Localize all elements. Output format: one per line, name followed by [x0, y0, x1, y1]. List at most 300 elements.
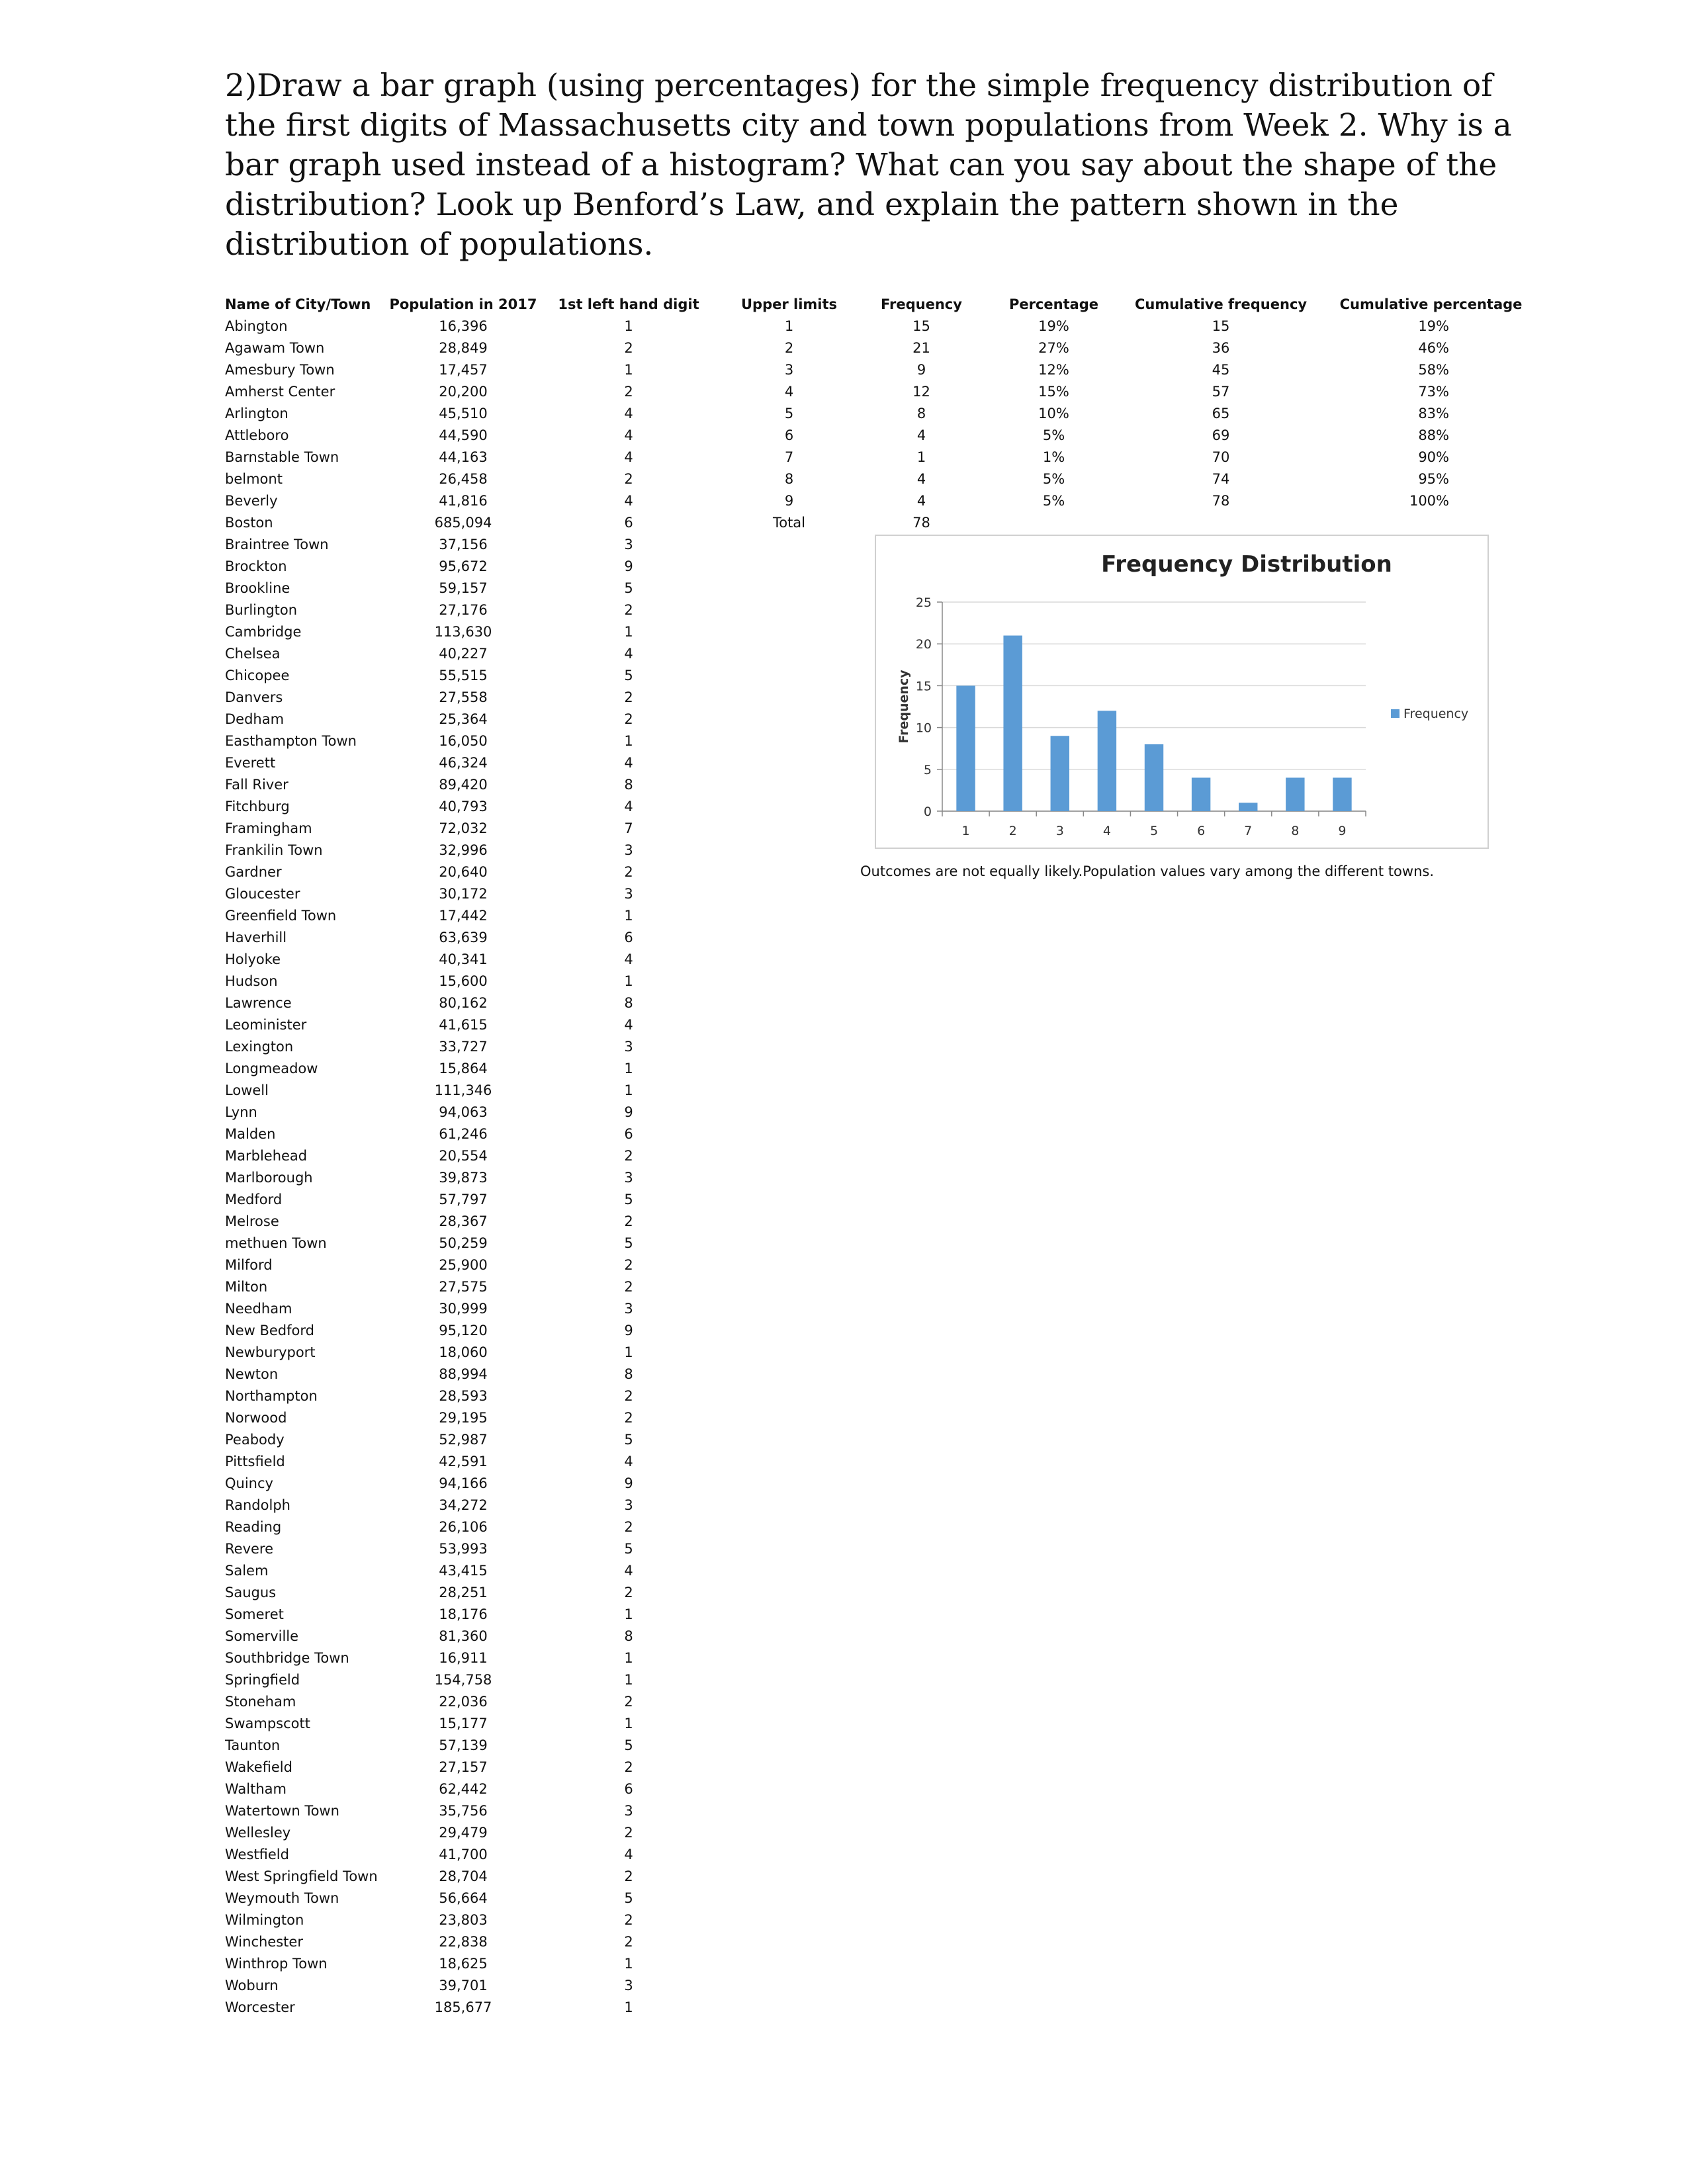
y-tick-label: 25	[915, 595, 932, 610]
upper-limit-cell: 7	[784, 449, 794, 465]
population-cell: 72,032	[439, 820, 488, 836]
bar	[1192, 777, 1210, 811]
first-digit-cell: 4	[624, 427, 633, 443]
town-name-cell: Gardner	[225, 864, 282, 880]
town-name-cell: Frankilin Town	[225, 842, 323, 858]
town-name-cell: Burlington	[225, 602, 298, 618]
population-cell: 39,701	[439, 1978, 488, 1993]
bar	[1333, 777, 1351, 811]
cum-percentage-cell: 58%	[1418, 362, 1449, 378]
bar	[956, 685, 975, 811]
population-cell: 16,396	[439, 318, 488, 334]
frequency-cell: 12	[912, 384, 930, 400]
first-digit-cell: 2	[624, 1148, 633, 1164]
bar	[1051, 736, 1069, 811]
population-cell: 28,251	[439, 1585, 488, 1600]
first-digit-cell: 2	[624, 1759, 633, 1775]
town-name-cell: Amherst Center	[225, 384, 335, 400]
town-name-cell: Attleboro	[225, 427, 289, 443]
population-cell: 27,575	[439, 1279, 488, 1295]
cum-frequency-cell: 74	[1212, 471, 1230, 487]
town-name-cell: Fitchburg	[225, 799, 290, 814]
cum-percentage-cell: 46%	[1418, 340, 1449, 356]
first-digit-cell: 4	[624, 799, 633, 814]
first-digit-cell: 4	[624, 449, 633, 465]
chart-note: Outcomes are not equally likely.Population values vary among the different towns.	[860, 863, 1434, 879]
population-cell: 20,640	[439, 864, 488, 880]
town-name-cell: methuen Town	[225, 1235, 327, 1251]
population-cell: 44,163	[439, 449, 488, 465]
frequency-cell: 21	[912, 340, 930, 356]
population-cell: 62,442	[439, 1781, 488, 1797]
cum-frequency-cell: 65	[1212, 406, 1230, 421]
cum-percentage-cell: 100%	[1409, 493, 1449, 509]
column-cumulative-percentage	[1333, 294, 1529, 512]
cum-frequency-cell: 57	[1212, 384, 1230, 400]
column-percentage	[1006, 294, 1102, 512]
town-name-cell: Gloucester	[225, 886, 300, 902]
population-cell: 28,367	[439, 1213, 488, 1229]
population-cell: 56,664	[439, 1890, 488, 1906]
percentage-cell: 15%	[1038, 384, 1069, 400]
column-first-digit	[556, 294, 701, 2019]
population-cell: 94,063	[439, 1104, 488, 1120]
first-digit-cell: 5	[624, 668, 633, 683]
town-name-cell: Waltham	[225, 1781, 287, 1797]
population-cell: 57,139	[439, 1737, 488, 1753]
y-tick-label: 10	[915, 721, 932, 736]
population-cell: 40,227	[439, 646, 488, 662]
population-cell: 20,554	[439, 1148, 488, 1164]
town-name-cell: Chelsea	[225, 646, 281, 662]
first-digit-cell: 2	[624, 340, 633, 356]
column-city-town	[225, 294, 404, 2019]
first-digit-cell: 9	[624, 1323, 633, 1338]
population-cell: 39,873	[439, 1170, 488, 1186]
town-name-cell: Norwood	[225, 1410, 287, 1426]
first-digit-cell: 4	[624, 1454, 633, 1469]
population-cell: 50,259	[439, 1235, 488, 1251]
population-cell: 41,700	[439, 1847, 488, 1862]
population-cell: 42,591	[439, 1454, 488, 1469]
first-digit-cell: 1	[624, 1344, 633, 1360]
population-cell: 26,458	[439, 471, 488, 487]
frequency-cell: 4	[916, 471, 926, 487]
first-digit-cell: 3	[624, 537, 633, 552]
percentage-cell: 12%	[1038, 362, 1069, 378]
header-frequency: Frequency	[881, 296, 962, 312]
population-cell: 52,987	[439, 1432, 488, 1448]
first-digit-cell: 3	[624, 1803, 633, 1819]
town-name-cell: Salem	[225, 1563, 269, 1579]
town-name-cell: Southbridge Town	[225, 1650, 349, 1666]
percentage-cell: 27%	[1038, 340, 1069, 356]
town-name-cell: Milford	[225, 1257, 273, 1273]
column-frequency	[873, 294, 969, 534]
first-digit-cell: 3	[624, 1170, 633, 1186]
town-name-cell: Abington	[225, 318, 288, 334]
upper-limit-cell: 9	[784, 493, 794, 509]
town-name-cell: Boston	[225, 515, 273, 531]
town-name-cell: Milton	[225, 1279, 268, 1295]
population-cell: 111,346	[434, 1082, 492, 1098]
town-name-cell: Amesbury Town	[225, 362, 335, 378]
town-name-cell: Northampton	[225, 1388, 318, 1404]
town-name-cell: Hudson	[225, 973, 278, 989]
town-name-cell: New Bedford	[225, 1323, 314, 1338]
first-digit-cell: 1	[624, 624, 633, 640]
population-cell: 27,558	[439, 689, 488, 705]
first-digit-cell: 3	[624, 1978, 633, 1993]
bar	[1239, 803, 1257, 811]
first-digit-cell: 2	[624, 711, 633, 727]
population-cell: 20,200	[439, 384, 488, 400]
header-name: Name of City/Town	[225, 296, 371, 312]
first-digit-cell: 8	[624, 995, 633, 1011]
population-cell: 113,630	[434, 624, 492, 640]
question-prompt: 2)Draw a bar graph (using percentages) for the simple frequency distribution of the first digits of Massachusetts city and town populations from Week 2. Why is a bar graph used instead of a histogram? What can you say about the shape of the distribution? Look up Benford’s Law, and explain the pattern shown in the distribution of populations.	[225, 67, 1512, 263]
header-upper: Upper limits	[741, 296, 838, 312]
population-cell: 22,838	[439, 1934, 488, 1950]
population-cell: 30,999	[439, 1301, 488, 1317]
town-name-cell: Fall River	[225, 777, 289, 793]
cum-percentage-cell: 73%	[1418, 384, 1449, 400]
x-tick-label: 5	[1149, 824, 1159, 838]
first-digit-cell: 1	[624, 362, 633, 378]
cum-frequency-cell: 36	[1212, 340, 1230, 356]
town-name-cell: Marblehead	[225, 1148, 308, 1164]
first-digit-cell: 1	[624, 1082, 633, 1098]
column-upper-limits	[741, 294, 837, 534]
x-tick-label: 2	[1008, 824, 1017, 838]
first-digit-cell: 2	[624, 864, 633, 880]
chart-svg	[876, 536, 1488, 848]
population-cell: 28,704	[439, 1868, 488, 1884]
population-cell: 35,756	[439, 1803, 488, 1819]
first-digit-cell: 2	[624, 1825, 633, 1841]
first-digit-cell: 6	[624, 1781, 633, 1797]
percentage-cell: 1%	[1042, 449, 1065, 465]
percentage-cell: 5%	[1042, 427, 1065, 443]
town-name-cell: Brockton	[225, 558, 287, 574]
population-cell: 46,324	[439, 755, 488, 771]
frequency-cell: 4	[916, 427, 926, 443]
population-cell: 15,177	[439, 1716, 488, 1731]
first-digit-cell: 2	[624, 1585, 633, 1600]
town-name-cell: Malden	[225, 1126, 276, 1142]
town-name-cell: belmont	[225, 471, 283, 487]
population-cell: 27,176	[439, 602, 488, 618]
town-name-cell: Stoneham	[225, 1694, 296, 1710]
first-digit-cell: 8	[624, 1366, 633, 1382]
town-name-cell: Holyoke	[225, 951, 281, 967]
first-digit-cell: 2	[624, 689, 633, 705]
first-digit-cell: 4	[624, 755, 633, 771]
first-digit-cell: 7	[624, 820, 633, 836]
town-name-cell: Everett	[225, 755, 276, 771]
population-cell: 41,816	[439, 493, 488, 509]
population-cell: 40,793	[439, 799, 488, 814]
cum-frequency-cell: 45	[1212, 362, 1230, 378]
first-digit-cell: 5	[624, 1890, 633, 1906]
cum-frequency-cell: 70	[1212, 449, 1230, 465]
cum-percentage-cell: 19%	[1418, 318, 1449, 334]
first-digit-cell: 2	[624, 1279, 633, 1295]
population-cell: 34,272	[439, 1497, 488, 1513]
town-name-cell: Danvers	[225, 689, 283, 705]
population-cell: 89,420	[439, 777, 488, 793]
population-cell: 53,993	[439, 1541, 488, 1557]
bar	[1098, 711, 1116, 811]
bar	[1003, 636, 1022, 811]
first-digit-cell: 1	[624, 1650, 633, 1666]
town-name-cell: Pittsfield	[225, 1454, 285, 1469]
town-name-cell: Swampscott	[225, 1716, 310, 1731]
first-digit-cell: 4	[624, 406, 633, 421]
population-cell: 16,050	[439, 733, 488, 749]
population-cell: 95,672	[439, 558, 488, 574]
upper-limit-cell: 8	[784, 471, 794, 487]
town-name-cell: Worcester	[225, 1999, 295, 2015]
first-digit-cell: 1	[624, 1716, 633, 1731]
population-cell: 15,864	[439, 1061, 488, 1076]
population-cell: 18,176	[439, 1606, 488, 1622]
town-name-cell: Easthampton Town	[225, 733, 357, 749]
town-name-cell: Lowell	[225, 1082, 269, 1098]
first-digit-cell: 3	[624, 1301, 633, 1317]
first-digit-cell: 9	[624, 558, 633, 574]
town-name-cell: West Springfield Town	[225, 1868, 378, 1884]
town-name-cell: Marlborough	[225, 1170, 313, 1186]
header-population: Population in 2017	[389, 296, 537, 312]
first-digit-cell: 5	[624, 1737, 633, 1753]
town-name-cell: Leominister	[225, 1017, 307, 1033]
bar	[1286, 777, 1304, 811]
upper-limit-cell: 1	[784, 318, 794, 334]
population-cell: 25,364	[439, 711, 488, 727]
town-name-cell: Quincy	[225, 1475, 273, 1491]
first-digit-cell: 4	[624, 646, 633, 662]
upper-limit-cell: 6	[784, 427, 794, 443]
population-cell: 28,593	[439, 1388, 488, 1404]
x-tick-label: 4	[1102, 824, 1111, 838]
frequency-cell: 1	[916, 449, 926, 465]
x-tick-label: 6	[1197, 824, 1206, 838]
population-cell: 185,677	[434, 1999, 492, 2015]
header-digit: 1st left hand digit	[558, 296, 699, 312]
population-cell: 15,600	[439, 973, 488, 989]
population-cell: 40,341	[439, 951, 488, 967]
percentage-cell: 10%	[1038, 406, 1069, 421]
town-name-cell: Lawrence	[225, 995, 292, 1011]
first-digit-cell: 1	[624, 1672, 633, 1688]
town-name-cell: Saugus	[225, 1585, 277, 1600]
first-digit-cell: 1	[624, 1956, 633, 1972]
cum-frequency-cell: 78	[1212, 493, 1230, 509]
first-digit-cell: 1	[624, 908, 633, 924]
town-name-cell: Taunton	[225, 1737, 281, 1753]
first-digit-cell: 1	[624, 1061, 633, 1076]
y-tick-label: 20	[915, 637, 932, 652]
town-name-cell: Winchester	[225, 1934, 303, 1950]
frequency-chart	[875, 535, 1489, 849]
first-digit-cell: 1	[624, 733, 633, 749]
population-cell: 33,727	[439, 1039, 488, 1055]
population-cell: 18,625	[439, 1956, 488, 1972]
first-digit-cell: 3	[624, 842, 633, 858]
first-digit-cell: 2	[624, 1694, 633, 1710]
town-name-cell: Lexington	[225, 1039, 294, 1055]
y-tick-label: 5	[923, 762, 932, 777]
town-name-cell: Haverhill	[225, 930, 287, 945]
town-name-cell: Winthrop Town	[225, 1956, 328, 1972]
first-digit-cell: 2	[624, 384, 633, 400]
first-digit-cell: 6	[624, 930, 633, 945]
first-digit-cell: 8	[624, 777, 633, 793]
population-cell: 28,849	[439, 340, 488, 356]
population-cell: 29,479	[439, 1825, 488, 1841]
population-cell: 41,615	[439, 1017, 488, 1033]
frequency-cell: 15	[912, 318, 930, 334]
population-cell: 88,994	[439, 1366, 488, 1382]
town-name-cell: Randolph	[225, 1497, 290, 1513]
header-percentage: Percentage	[1008, 296, 1099, 312]
town-name-cell: Newton	[225, 1366, 279, 1382]
first-digit-cell: 5	[624, 1192, 633, 1207]
town-name-cell: Melrose	[225, 1213, 279, 1229]
total-frequency: 78	[912, 515, 930, 531]
legend-swatch	[1391, 709, 1399, 718]
town-name-cell: Greenfield Town	[225, 908, 337, 924]
population-cell: 23,803	[439, 1912, 488, 1928]
town-name-cell: Arlington	[225, 406, 289, 421]
population-cell: 32,996	[439, 842, 488, 858]
frequency-cell: 9	[916, 362, 926, 378]
x-tick-label: 9	[1338, 824, 1347, 838]
population-cell: 43,415	[439, 1563, 488, 1579]
town-name-cell: Lynn	[225, 1104, 257, 1120]
first-digit-cell: 8	[624, 1628, 633, 1644]
town-name-cell: Woburn	[225, 1978, 279, 1993]
upper-limit-cell: 4	[784, 384, 794, 400]
frequency-cell: 4	[916, 493, 926, 509]
population-cell: 17,442	[439, 908, 488, 924]
town-name-cell: Weymouth Town	[225, 1890, 339, 1906]
town-name-cell: Longmeadow	[225, 1061, 318, 1076]
percentage-cell: 5%	[1042, 493, 1065, 509]
population-cell: 27,157	[439, 1759, 488, 1775]
town-name-cell: Barnstable Town	[225, 449, 339, 465]
first-digit-cell: 2	[624, 602, 633, 618]
town-name-cell: Wilmington	[225, 1912, 304, 1928]
town-name-cell: Someret	[225, 1606, 284, 1622]
first-digit-cell: 4	[624, 493, 633, 509]
first-digit-cell: 3	[624, 1039, 633, 1055]
population-cell: 59,157	[439, 580, 488, 596]
y-tick-label: 0	[923, 805, 932, 819]
first-digit-cell: 5	[624, 1541, 633, 1557]
first-digit-cell: 2	[624, 1519, 633, 1535]
first-digit-cell: 3	[624, 1497, 633, 1513]
y-tick-label: 15	[915, 679, 932, 694]
population-cell: 80,162	[439, 995, 488, 1011]
population-cell: 81,360	[439, 1628, 488, 1644]
first-digit-cell: 9	[624, 1104, 633, 1120]
upper-limit-cell: 2	[784, 340, 794, 356]
column-cumulative-frequency	[1135, 294, 1307, 512]
first-digit-cell: 6	[624, 515, 633, 531]
first-digit-cell: 1	[624, 1999, 633, 2015]
percentage-cell: 5%	[1042, 471, 1065, 487]
upper-limit-cell: 3	[784, 362, 794, 378]
first-digit-cell: 1	[624, 973, 633, 989]
population-cell: 17,457	[439, 362, 488, 378]
first-digit-cell: 2	[624, 1213, 633, 1229]
town-name-cell: Wakefield	[225, 1759, 292, 1775]
y-axis-label: Frequency	[897, 670, 911, 744]
upper-limit-cell: 5	[784, 406, 794, 421]
first-digit-cell: 1	[624, 318, 633, 334]
legend-label: Frequency	[1403, 707, 1469, 721]
town-name-cell: Springfield	[225, 1672, 300, 1688]
x-tick-label: 7	[1244, 824, 1253, 838]
cum-frequency-cell: 69	[1212, 427, 1230, 443]
town-name-cell: Revere	[225, 1541, 274, 1557]
town-name-cell: Dedham	[225, 711, 285, 727]
town-name-cell: Watertown Town	[225, 1803, 339, 1819]
population-cell: 154,758	[434, 1672, 492, 1688]
population-cell: 63,639	[439, 930, 488, 945]
town-name-cell: Reading	[225, 1519, 282, 1535]
town-name-cell: Newburyport	[225, 1344, 316, 1360]
population-cell: 37,156	[439, 537, 488, 552]
town-name-cell: Braintree Town	[225, 537, 329, 552]
population-cell: 685,094	[434, 515, 492, 531]
chart-title: Frequency Distribution	[1101, 551, 1392, 578]
town-name-cell: Beverly	[225, 493, 278, 509]
total-label: Total	[772, 515, 806, 531]
x-tick-label: 1	[961, 824, 970, 838]
column-population	[387, 294, 539, 2019]
population-cell: 55,515	[439, 668, 488, 683]
population-cell: 16,911	[439, 1650, 488, 1666]
town-name-cell: Westfield	[225, 1847, 289, 1862]
first-digit-cell: 5	[624, 1235, 633, 1251]
town-name-cell: Framingham	[225, 820, 312, 836]
town-name-cell: Agawam Town	[225, 340, 325, 356]
population-cell: 22,036	[439, 1694, 488, 1710]
population-cell: 18,060	[439, 1344, 488, 1360]
first-digit-cell: 2	[624, 1410, 633, 1426]
population-cell: 61,246	[439, 1126, 488, 1142]
first-digit-cell: 2	[624, 1257, 633, 1273]
first-digit-cell: 5	[624, 580, 633, 596]
first-digit-cell: 2	[624, 1388, 633, 1404]
population-cell: 26,106	[439, 1519, 488, 1535]
first-digit-cell: 2	[624, 1912, 633, 1928]
town-name-cell: Somerville	[225, 1628, 299, 1644]
percentage-cell: 19%	[1038, 318, 1069, 334]
population-cell: 30,172	[439, 886, 488, 902]
first-digit-cell: 5	[624, 1432, 633, 1448]
town-name-cell: Wellesley	[225, 1825, 291, 1841]
bar	[1145, 744, 1163, 811]
header-cum-percentage: Cumulative percentage	[1339, 296, 1523, 312]
header-cum-frequency: Cumulative frequency	[1135, 296, 1308, 312]
population-cell: 25,900	[439, 1257, 488, 1273]
first-digit-cell: 9	[624, 1475, 633, 1491]
town-name-cell: Cambridge	[225, 624, 302, 640]
